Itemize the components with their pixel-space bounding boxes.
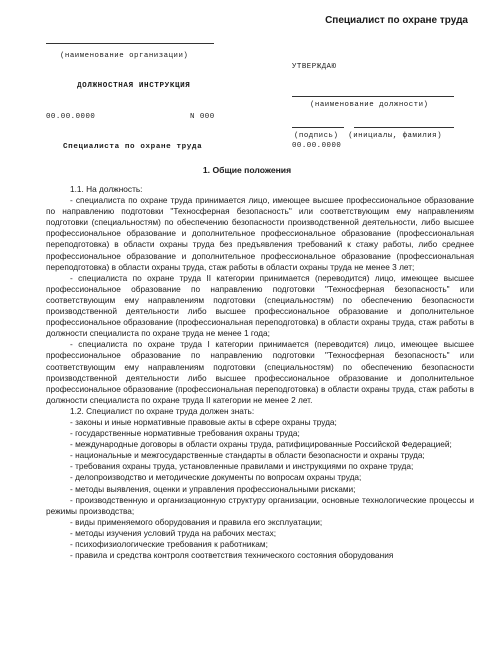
org-name-line (46, 43, 214, 44)
org-name-caption: (наименование организации) (60, 52, 189, 60)
clause-1-1-category-1: - специалиста по охране труда I категории принимается (переводится) лицо, имеющее высшее профессиональное образование по направлению подготовки "Техносферная безопасность" или соответствующим ему направлениям подготовки (специальностям) по обеспечению безопасности производственной деятельности либо высшее профессиональное образование и дополнительное профессиональное образование (профессиональная переподготовка) в области охраны труда, стаж работы в должности специалиста по охране труда II категории не менее 2 лет. (46, 339, 474, 405)
signature-caption: (подпись) (инициалы, фамилия) (294, 132, 443, 140)
doc-number: N 000 (190, 113, 215, 121)
name-line (354, 127, 454, 128)
knowledge-item: - производственную и организационную структуру организации, основные технологические процессы и режимы производства; (46, 494, 474, 516)
approve-label: УТВЕРЖДАЮ (292, 63, 337, 71)
knowledge-item: - виды применяемого оборудования и правила его эксплуатации; (70, 516, 323, 527)
doc-subject: Специалиста по охране труда (63, 143, 203, 151)
clause-1-1-category-2: - специалиста по охране труда II категории принимается (переводится) лицо, имеющее высшее профессиональное образование по направлению подготовки "Техносферная безопасность" или соответствующим ему направлениям подготовки (специальностям) по обеспечению безопасности производственной деятельности либо высшее профессиональное образование и дополнительное профессиональное образование (профессиональная переподготовка) в области охраны труда, стаж работы в должности специалиста по охране труда не менее 1 года; (46, 272, 474, 339)
doc-date: 00.00.0000 (46, 113, 96, 121)
clause-1-1-specialist: - специалиста по охране труда принимается лицо, имеющее высшее профессиональное образование по направлению подготовки "Техносферная безопасность" или соответствующим ему направлениям подготовки (специальностям) по обеспечению безопасности производственной деятельности, либо высшее профессиональное образование и дополнительное профессиональное образование (профессиональная переподготовка) в области охраны труда без предъявления требований к стажу работы, либо среднее профессиональное образование и дополнительное профессиональное образование (профессиональная переподготовка) в области охраны труда, стаж работы в области охраны труда не менее 3 лет; (46, 195, 474, 272)
signature-line (292, 127, 344, 128)
knowledge-item: - делопроизводство и методические документы по вопросам охраны труда; (70, 472, 362, 483)
document-header-title: Специалист по охране труда (325, 15, 468, 26)
position-line (292, 96, 454, 97)
clause-1-2: 1.2. Специалист по охране труда должен знать: (70, 405, 255, 416)
knowledge-item: - требования охраны труда, установленные правилами и инструкциями по охране труда; (70, 461, 414, 472)
approval-date: 00.00.0000 (292, 142, 342, 150)
knowledge-item: - национальные и межгосударственные стандарты в области безопасности и охраны труда; (70, 450, 425, 461)
knowledge-item: - законы и иные нормативные правовые акты в сфере охраны труда; (70, 416, 337, 427)
knowledge-item: - государственные нормативные требования охраны труда; (70, 428, 300, 439)
section-title: 1. Общие положения (202, 165, 292, 175)
knowledge-item: - методы изучения условий труда на рабочих местах; (70, 527, 277, 538)
document-body (46, 184, 474, 561)
knowledge-item: - психофизиологические требования к работникам; (70, 539, 268, 549)
knowledge-item: - международные договоры в области охраны труда, ратифицированные Российской Федерацией; (70, 439, 452, 450)
knowledge-item: - методы выявления, оценки и управления профессиональными рисками; (70, 483, 356, 494)
doc-title: ДОЛЖНОСТНАЯ ИНСТРУКЦИЯ (77, 82, 191, 90)
clause-1-1: 1.1. На должность: (70, 184, 143, 194)
knowledge-item: - правила и средства контроля соответствия технического состояния оборудования (70, 550, 394, 561)
position-caption: (наименование должности) (310, 101, 429, 109)
